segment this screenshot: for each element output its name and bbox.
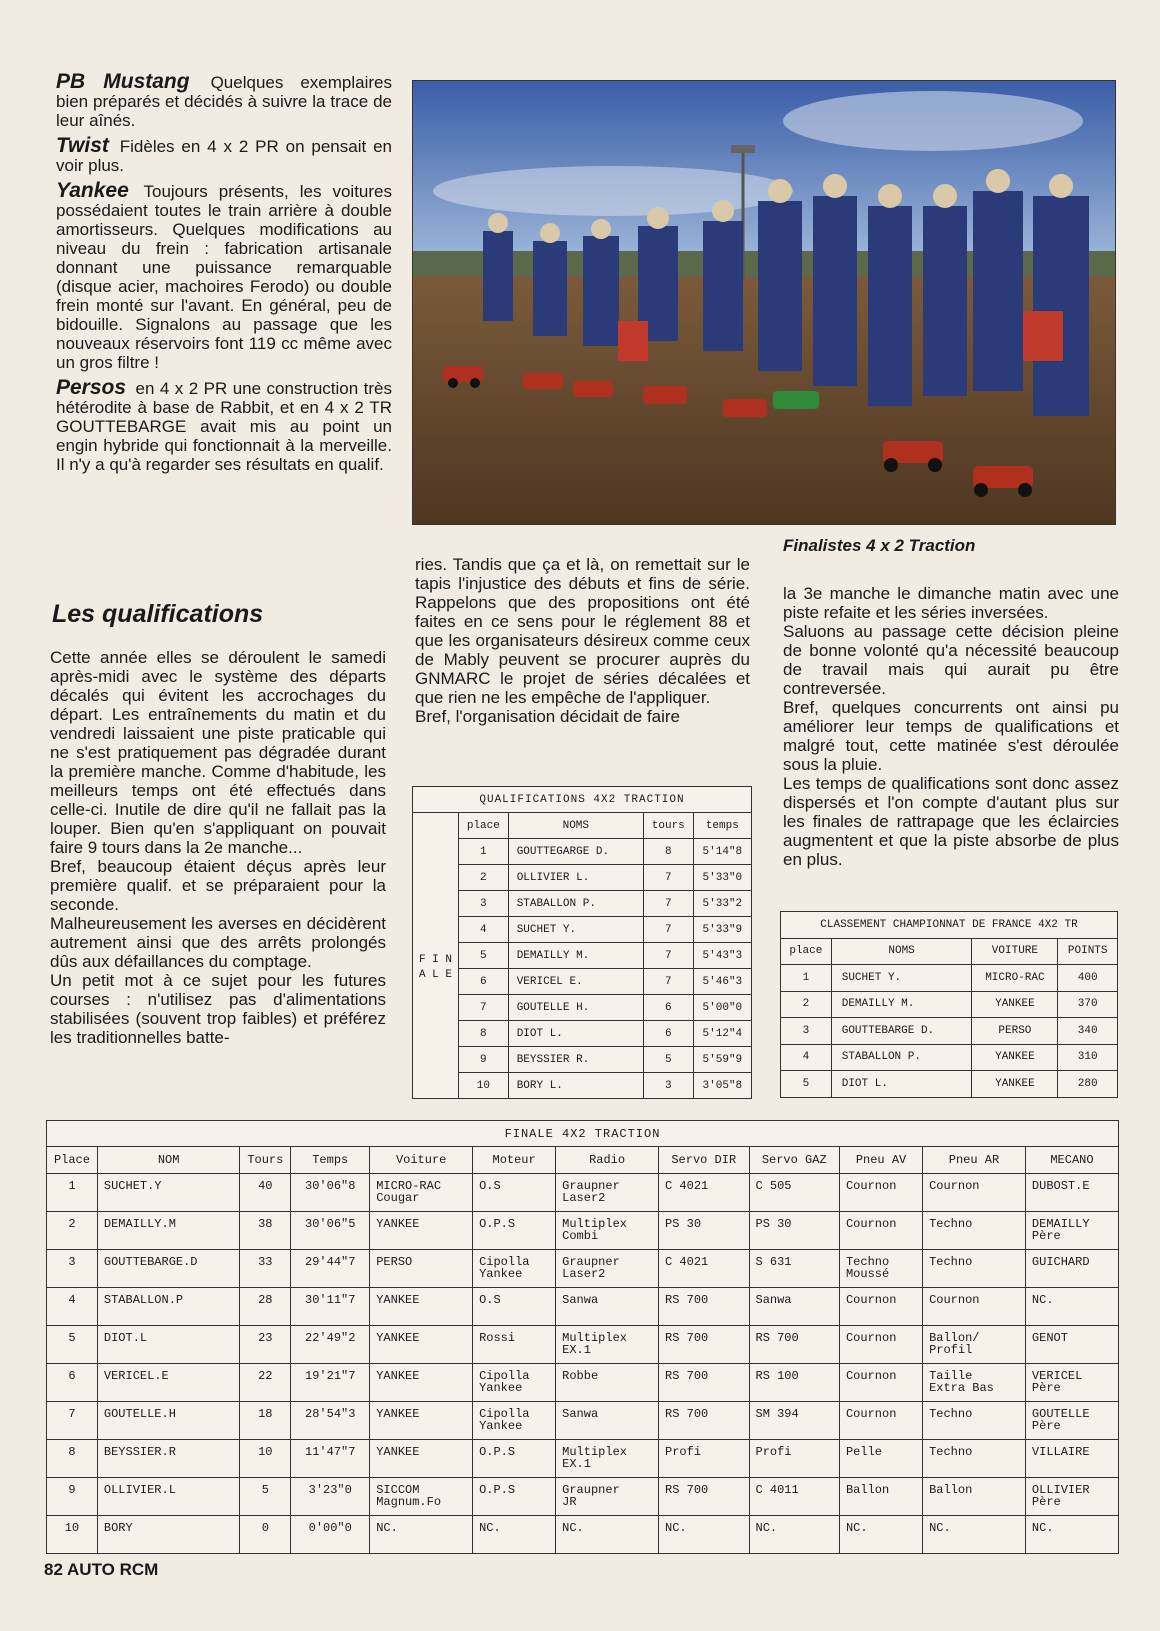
table-cell: Techno <box>923 1402 1026 1440</box>
table-cell: Robbe <box>556 1364 659 1402</box>
table-cell: DIOT.L <box>97 1326 239 1364</box>
table-cell: 30'06"8 <box>291 1174 370 1212</box>
table-cell: RS 700 <box>659 1288 749 1326</box>
table-cell: BEYSSIER.R <box>97 1440 239 1478</box>
table-cell: O.P.S <box>473 1440 556 1478</box>
championship-title: CLASSEMENT CHAMPIONNAT DE FRANCE 4X2 TR <box>781 912 1118 939</box>
table-cell: Cournon <box>923 1174 1026 1212</box>
table-row <box>47 1516 1119 1554</box>
col-header: MECANO <box>1025 1147 1118 1174</box>
table-cell: Profi <box>749 1440 839 1478</box>
table-cell: YANKEE <box>370 1402 473 1440</box>
table-cell: 7 <box>643 865 693 891</box>
table-cell: SM 394 <box>749 1402 839 1440</box>
table-cell: RS 700 <box>659 1402 749 1440</box>
table-cell: Techno <box>923 1250 1026 1288</box>
table-row <box>413 995 752 1021</box>
table-cell: C 4021 <box>659 1174 749 1212</box>
para-twist: Twist Fidèles en 4 x 2 PR on pensait en voir plus. <box>56 134 392 175</box>
table-row <box>781 965 1118 992</box>
table-cell: Taille Extra Bas <box>923 1364 1026 1402</box>
table-cell: YANKEE <box>972 1044 1058 1071</box>
col-header: place <box>781 938 832 965</box>
left-column <box>56 72 392 480</box>
table-cell: 7 <box>47 1402 98 1440</box>
table-row <box>413 969 752 995</box>
table-cell: 2 <box>459 865 509 891</box>
table-cell: GOUTELLE Père <box>1025 1402 1118 1440</box>
lead-word: Twist <box>56 134 109 157</box>
lead-word: PB Mustang <box>56 70 190 93</box>
table-row <box>413 943 752 969</box>
table-row <box>47 1364 1119 1402</box>
para-persos: Persos en 4 x 2 PR une construction très hétérodite à base de Rabbit, et en 4 x 2 TR GOUTTEBARGE avait mis au point un engin hybride qui fonctionnait à la merveille. Il n'y a qu'à regarder ses résultats en qualif. <box>56 376 392 474</box>
table-cell: DIOT L. <box>508 1021 643 1047</box>
table-cell: 19'21"7 <box>291 1364 370 1402</box>
table-cell: 3'23"0 <box>291 1478 370 1516</box>
table-cell: MICRO-RAC <box>972 965 1058 992</box>
table-cell: NC. <box>473 1516 556 1554</box>
table-cell: Sanwa <box>556 1402 659 1440</box>
table-cell: STABALLON P. <box>508 891 643 917</box>
table-cell: Multiplex EX.1 <box>556 1440 659 1478</box>
table-cell: NC. <box>923 1516 1026 1554</box>
championship-table <box>780 911 1118 1098</box>
table-cell: PERSO <box>370 1250 473 1288</box>
right-paragraph: la 3e manche le dimanche matin avec une piste refaite et les séries inversées. <box>783 584 1119 622</box>
table-cell: GOUTTEBARGE D. <box>831 1018 972 1045</box>
table-cell: Sanwa <box>749 1288 839 1326</box>
table-cell: 7 <box>643 943 693 969</box>
col-header: Servo GAZ <box>749 1147 839 1174</box>
finale-side-label: F I N A L E <box>413 839 459 1099</box>
table-cell: Graupner Laser2 <box>556 1174 659 1212</box>
table-row <box>413 865 752 891</box>
table-cell: 310 <box>1058 1044 1118 1071</box>
col-header: Pneu AV <box>839 1147 922 1174</box>
table-cell: 7 <box>643 917 693 943</box>
table-cell: RS 700 <box>659 1364 749 1402</box>
table-cell: Ballon <box>923 1478 1026 1516</box>
table-cell: Cournon <box>839 1212 922 1250</box>
col-header: NOMS <box>831 938 972 965</box>
table-cell: 8 <box>47 1440 98 1478</box>
col-header: Place <box>47 1147 98 1174</box>
table-cell: VILLAIRE <box>1025 1440 1118 1478</box>
finalists-photo <box>412 80 1116 525</box>
table-row <box>47 1440 1119 1478</box>
table-cell: 5'33"2 <box>693 891 751 917</box>
table-cell: 5 <box>47 1326 98 1364</box>
col-header: place <box>459 813 509 839</box>
qualif-text-column <box>50 648 386 1047</box>
table-cell: 3 <box>643 1073 693 1099</box>
table-cell: Techno Moussé <box>839 1250 922 1288</box>
table-cell: 0 <box>240 1516 291 1554</box>
right-text-column <box>783 584 1119 869</box>
table-cell: RS 700 <box>659 1326 749 1364</box>
table-cell: Graupner Laser2 <box>556 1250 659 1288</box>
table-cell: 9 <box>459 1047 509 1073</box>
table-row <box>47 1326 1119 1364</box>
col-header: Tours <box>240 1147 291 1174</box>
table-cell: Cournon <box>839 1174 922 1212</box>
table-row <box>413 1021 752 1047</box>
table-cell: 8 <box>459 1021 509 1047</box>
table-cell: VERICEL Père <box>1025 1364 1118 1402</box>
table-cell: 11'47"7 <box>291 1440 370 1478</box>
table-cell: 400 <box>1058 965 1118 992</box>
table-row <box>413 917 752 943</box>
table-cell: 7 <box>459 995 509 1021</box>
col-header: Voiture <box>370 1147 473 1174</box>
middle-paragraph: ries. Tandis que ça et là, on remettait sur le tapis l'injustice des débuts et fins de série. Rappelons que des propositions ont été faites en ce sens pour le réglement 88 et que les organisateurs désireux comme ceux de Mably peuvent se procurer auprès du GNMARC le projet de séries décalées et que rien ne les empêche de l'appliquer. <box>415 555 750 707</box>
right-paragraph: Saluons au passage cette décision pleine de bonne volonté qu'a nécessité beaucoup de travail mais qui aurait pu être contreversée. <box>783 622 1119 698</box>
finale-title: FINALE 4X2 TRACTION <box>47 1121 1119 1147</box>
col-header: temps <box>693 813 751 839</box>
page-footer <box>44 1560 158 1580</box>
table-row <box>47 1402 1119 1440</box>
table-cell: GOUTTEBARGE.D <box>97 1250 239 1288</box>
table-cell: C 4011 <box>749 1478 839 1516</box>
table-cell: SUCHET Y. <box>831 965 972 992</box>
qualif-paragraph: Bref, beaucoup étaient déçus après leur première qualif. et se préparaient pour la seconde. <box>50 857 386 914</box>
table-cell: 10 <box>459 1073 509 1099</box>
table-cell: Profi <box>659 1440 749 1478</box>
table-cell: Sanwa <box>556 1288 659 1326</box>
table-cell: Multiplex Combi <box>556 1212 659 1250</box>
table-cell: 4 <box>781 1044 832 1071</box>
table-cell: 6 <box>459 969 509 995</box>
table-cell: YANKEE <box>370 1364 473 1402</box>
right-paragraph: Bref, quelques concurrents ont ainsi pu améliorer leur temps de qualifications et malgré tout, cette matinée s'est déroulée sous la pluie. <box>783 698 1119 774</box>
table-cell: Cipolla Yankee <box>473 1364 556 1402</box>
col-header: Radio <box>556 1147 659 1174</box>
table-cell: Multiplex EX.1 <box>556 1326 659 1364</box>
col-header: Temps <box>291 1147 370 1174</box>
table-cell: 10 <box>47 1516 98 1554</box>
photo-caption: Finalistes 4 x 2 Traction <box>783 536 976 555</box>
table-cell: Graupner JR <box>556 1478 659 1516</box>
table-cell: 3'05"8 <box>693 1073 751 1099</box>
qualifications-table <box>412 786 752 1099</box>
table-cell: OLLIVIER L. <box>508 865 643 891</box>
table-cell: 5'00"0 <box>693 995 751 1021</box>
table-cell: 28'54"3 <box>291 1402 370 1440</box>
table-cell: SICCOM Magnum.Fo <box>370 1478 473 1516</box>
table-cell: 5 <box>459 943 509 969</box>
table-cell: GOUTTEGARGE D. <box>508 839 643 865</box>
table-cell: BORY L. <box>508 1073 643 1099</box>
table-cell: NC. <box>659 1516 749 1554</box>
table-cell: GOUTELLE H. <box>508 995 643 1021</box>
table-cell: 3 <box>459 891 509 917</box>
para-pb-mustang: PB Mustang Quelques exemplaires bien préparés et décidés à suivre la trace de leur aînés. <box>56 70 392 130</box>
lead-word: Persos <box>56 376 127 399</box>
table-cell: SUCHET Y. <box>508 917 643 943</box>
table-cell: 1 <box>781 965 832 992</box>
table-cell: 340 <box>1058 1018 1118 1045</box>
table-cell: DUBOST.E <box>1025 1174 1118 1212</box>
table-row <box>47 1212 1119 1250</box>
table-cell: O.P.S <box>473 1212 556 1250</box>
table-cell: 5'33"0 <box>693 865 751 891</box>
table-cell: RS 100 <box>749 1364 839 1402</box>
table-cell: 40 <box>240 1174 291 1212</box>
table-cell: YANKEE <box>370 1288 473 1326</box>
table-cell: 5'14"8 <box>693 839 751 865</box>
table-cell: NC. <box>1025 1516 1118 1554</box>
table-cell: Cournon <box>839 1364 922 1402</box>
table-row <box>413 891 752 917</box>
table-cell: STABALLON P. <box>831 1044 972 1071</box>
table-cell: 6 <box>47 1364 98 1402</box>
col-header: Pneu AR <box>923 1147 1026 1174</box>
table-cell: Ballon <box>839 1478 922 1516</box>
table-cell: DIOT L. <box>831 1071 972 1098</box>
table-cell: Cournon <box>839 1288 922 1326</box>
table-cell: NC. <box>839 1516 922 1554</box>
col-header: POINTS <box>1058 938 1118 965</box>
table-cell: O.P.S <box>473 1478 556 1516</box>
magazine-name: AUTO RCM <box>67 1560 159 1579</box>
table-cell: 28 <box>240 1288 291 1326</box>
lead-word: Yankee <box>56 179 129 202</box>
qualifications-title: QUALIFICATIONS 4X2 TRACTION <box>413 787 752 813</box>
table-cell: 5 <box>643 1047 693 1073</box>
table-cell: 0'00"0 <box>291 1516 370 1554</box>
table-cell: STABALLON.P <box>97 1288 239 1326</box>
table-cell: 5'33"9 <box>693 917 751 943</box>
table-cell: C 4021 <box>659 1250 749 1288</box>
table-cell: YANKEE <box>972 991 1058 1018</box>
table-row <box>413 839 752 865</box>
table-cell: NC. <box>749 1516 839 1554</box>
table-cell: YANKEE <box>972 1071 1058 1098</box>
table-cell: GOUTELLE.H <box>97 1402 239 1440</box>
table-cell: PS 30 <box>659 1212 749 1250</box>
table-cell: 2 <box>781 991 832 1018</box>
table-cell: GUICHARD <box>1025 1250 1118 1288</box>
table-cell: Cournon <box>839 1402 922 1440</box>
table-cell: 33 <box>240 1250 291 1288</box>
table-row <box>413 1073 752 1099</box>
table-cell: NC. <box>370 1516 473 1554</box>
table-cell: Cournon <box>923 1288 1026 1326</box>
table-cell: 9 <box>47 1478 98 1516</box>
middle-text-column <box>415 555 750 726</box>
table-cell: 4 <box>459 917 509 943</box>
table-row <box>781 1018 1118 1045</box>
table-cell: GENOT <box>1025 1326 1118 1364</box>
col-header: VOITURE <box>972 938 1058 965</box>
table-row <box>781 1044 1118 1071</box>
table-cell: PS 30 <box>749 1212 839 1250</box>
table-cell: Cipolla Yankee <box>473 1402 556 1440</box>
table-cell: Cournon <box>839 1326 922 1364</box>
table-cell: 10 <box>240 1440 291 1478</box>
table-cell: Pelle <box>839 1440 922 1478</box>
table-cell: 4 <box>47 1288 98 1326</box>
table-cell: O.S <box>473 1174 556 1212</box>
right-paragraph: Les temps de qualifications sont donc assez dispersés et l'on compte d'autant plus sur les finales de rattrapage que les éclaircies augmentent et que la piste absorbe de plus en plus. <box>783 774 1119 869</box>
table-cell: S 631 <box>749 1250 839 1288</box>
table-cell: 3 <box>781 1018 832 1045</box>
table-row <box>47 1478 1119 1516</box>
qualif-paragraph: Malheureusement les averses en décidèrent autrement ainsi que des arrêts prolongés dûs aux défaillances du comptage. <box>50 914 386 971</box>
table-cell: 280 <box>1058 1071 1118 1098</box>
table-cell: RS 700 <box>749 1326 839 1364</box>
table-cell: 5'59"9 <box>693 1047 751 1073</box>
table-cell: YANKEE <box>370 1212 473 1250</box>
table-cell: 5 <box>781 1071 832 1098</box>
table-cell: 5 <box>240 1478 291 1516</box>
table-cell: 22 <box>240 1364 291 1402</box>
table-cell: 29'44"7 <box>291 1250 370 1288</box>
table-row <box>413 1047 752 1073</box>
table-cell: YANKEE <box>370 1440 473 1478</box>
table-cell: 5'43"3 <box>693 943 751 969</box>
table-cell: SUCHET.Y <box>97 1174 239 1212</box>
table-cell: BEYSSIER R. <box>508 1047 643 1073</box>
table-cell: 7 <box>643 969 693 995</box>
table-cell: 370 <box>1058 991 1118 1018</box>
table-cell: NC. <box>1025 1288 1118 1326</box>
table-cell: 1 <box>459 839 509 865</box>
para-yankee: Yankee Toujours présents, les voitures possédaient toutes le train arrière à double amortisseurs. Quelques modifications au niveau du frein : fabrication artisanale donnant une puissance remarquable (disque acier, machoires Ferodo) ou double frein monté sur l'avant. En général, peu de bidouille. Signalons au passage que les nouveaux réservoirs font 119 cc même avec un gros filtre ! <box>56 179 392 372</box>
table-cell: DEMAILLY Père <box>1025 1212 1118 1250</box>
table-cell: 23 <box>240 1326 291 1364</box>
table-cell: PERSO <box>972 1018 1058 1045</box>
qualif-paragraph: Cette année elles se déroulent le samedi après-midi avec le système des départs décalés qui évitent les accrochages du départ. Les entraînements du matin et du vendredi laissaient une piste praticable qui ne s'est pratiquement pas dégradée durant la première manche. Comme d'habitude, les meilleurs temps ont été effectués dans celle-ci. Inutile de dire qu'il ne fallait pas la louper. Bien qu'en s'appliquant on pouvait faire 9 tours dans la 2e manche... <box>50 648 386 857</box>
table-cell: DEMAILLY M. <box>831 991 972 1018</box>
page-number: 82 <box>44 1560 63 1579</box>
table-cell: 3 <box>47 1250 98 1288</box>
table-cell: Ballon/ Profil <box>923 1326 1026 1364</box>
table-cell: MICRO-RAC Cougar <box>370 1174 473 1212</box>
table-cell: 6 <box>643 1021 693 1047</box>
table-cell: 8 <box>643 839 693 865</box>
middle-paragraph: Bref, l'organisation décidait de faire <box>415 707 681 726</box>
col-header: NOM <box>97 1147 239 1174</box>
table-cell: OLLIVIER.L <box>97 1478 239 1516</box>
qualif-paragraph: Un petit mot à ce sujet pour les futures courses : n'utilisez pas d'alimentations stabilisées (souvent trop faibles) et préférez les traditionnelles batte- <box>50 971 386 1047</box>
table-cell: 22'49"2 <box>291 1326 370 1364</box>
table-cell: Rossi <box>473 1326 556 1364</box>
table-cell: C 505 <box>749 1174 839 1212</box>
table-cell: 2 <box>47 1212 98 1250</box>
table-cell: Cipolla Yankee <box>473 1250 556 1288</box>
table-row <box>781 1071 1118 1098</box>
table-cell: VERICEL.E <box>97 1364 239 1402</box>
table-cell: Techno <box>923 1440 1026 1478</box>
table-row <box>47 1250 1119 1288</box>
col-header: NOMS <box>508 813 643 839</box>
table-cell: O.S <box>473 1288 556 1326</box>
col-header: Moteur <box>473 1147 556 1174</box>
finale-table <box>46 1120 1119 1554</box>
table-row <box>781 991 1118 1018</box>
table-cell: VERICEL E. <box>508 969 643 995</box>
table-cell: YANKEE <box>370 1326 473 1364</box>
table-cell: NC. <box>556 1516 659 1554</box>
table-cell: DEMAILLY.M <box>97 1212 239 1250</box>
table-row <box>47 1174 1119 1212</box>
table-cell: BORY <box>97 1516 239 1554</box>
table-row <box>47 1288 1119 1326</box>
table-cell: OLLIVIER Père <box>1025 1478 1118 1516</box>
table-cell: 38 <box>240 1212 291 1250</box>
table-cell: 5'12"4 <box>693 1021 751 1047</box>
table-cell: 30'06"5 <box>291 1212 370 1250</box>
col-header: tours <box>643 813 693 839</box>
table-cell: 5'46"3 <box>693 969 751 995</box>
table-cell: 30'11"7 <box>291 1288 370 1326</box>
table-cell: RS 700 <box>659 1478 749 1516</box>
table-cell: 1 <box>47 1174 98 1212</box>
section-heading: Les qualifications <box>52 600 264 628</box>
table-cell: 6 <box>643 995 693 1021</box>
table-cell: Techno <box>923 1212 1026 1250</box>
col-header: Servo DIR <box>659 1147 749 1174</box>
table-cell: 18 <box>240 1402 291 1440</box>
table-cell: 7 <box>643 891 693 917</box>
table-cell: DEMAILLY M. <box>508 943 643 969</box>
